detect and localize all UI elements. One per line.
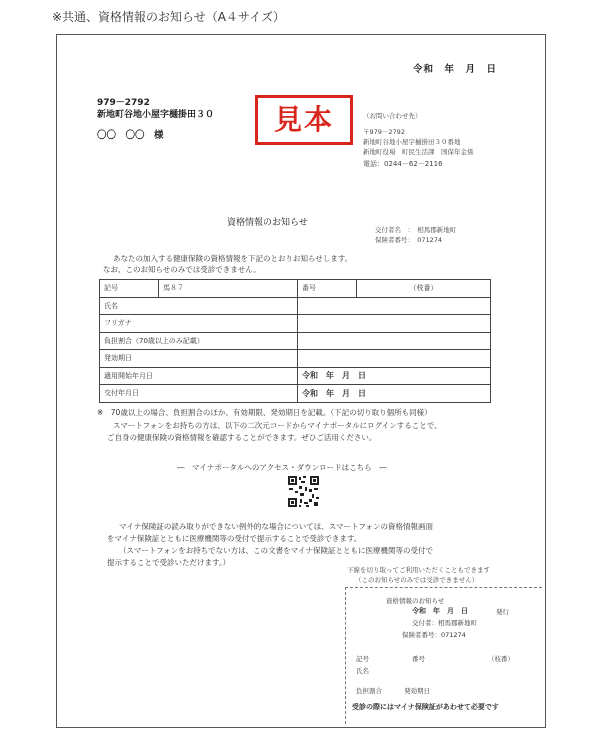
recipient-name: 〇〇 〇〇 様 xyxy=(97,130,164,141)
stub-issued: 発行 xyxy=(496,608,509,616)
cut-note-2: （このお知らせのみでは受診できません） xyxy=(355,576,479,584)
stub-symbol: 記号 xyxy=(356,655,369,663)
issuer-name: 交付者名 ： 相馬郡新地町 xyxy=(375,226,457,234)
row-label-furigana: フリガナ xyxy=(100,315,298,333)
note-line-1: ※ 70歳以上の場合、負担割合のほか、有効期限、発効期日を記載。（下記の切り取り個所も同様） xyxy=(97,408,432,417)
cut-out-stub xyxy=(345,587,542,724)
stub-branch: （枝番） xyxy=(488,655,514,663)
recipient-postal: 979－2792 xyxy=(97,98,150,108)
row-label-effective: 発効期日 xyxy=(100,350,298,368)
symbol-label: 記号 xyxy=(100,280,159,298)
number-label: 番号 xyxy=(298,280,357,298)
stub-warning: 受診の際にはマイナ保険証があわせて必要です xyxy=(352,703,499,711)
row-value-burden xyxy=(298,332,491,350)
row-value-furigana xyxy=(298,315,491,333)
stub-date: 令和 年 月 日 xyxy=(412,607,468,615)
page-caption: ※共通、資格情報のお知らせ（A４サイズ） xyxy=(52,10,285,24)
paragraph-line-2: をマイナ保険証とともに医療機関等の受付で提示することで受診できます。 xyxy=(107,534,362,543)
symbol-value: 馬８７ xyxy=(159,280,298,298)
qr-code-icon[interactable] xyxy=(287,475,320,508)
sample-stamp: 見本 xyxy=(255,95,353,145)
stub-issuer: 交付者：相馬郡新地町 xyxy=(412,619,477,627)
row-label-issued: 交付年月日 xyxy=(100,385,298,403)
sender-phone: 電話：0244－62－2116 xyxy=(363,160,443,168)
row-value-issued: 令和 年 月 日 xyxy=(298,385,491,403)
qualification-table xyxy=(99,279,491,403)
row-value-name xyxy=(298,297,491,315)
paragraph-line-4: 提示することで受診いただけます。） xyxy=(107,558,231,567)
contact-label: （お問い合わせ先） xyxy=(363,112,422,120)
insurer-number: 保険者番号： 071274 xyxy=(375,236,443,244)
paragraph-line-1: マイナ保険証の読み取りができない例外的な場合については、スマートフォンの資格情報画面 xyxy=(119,522,433,531)
document-title: 資格情報のお知らせ xyxy=(227,218,308,228)
notice-sheet xyxy=(56,34,546,728)
stub-title: 資格情報のお知らせ xyxy=(386,597,445,605)
stub-insurer-number: 保険者番号：071274 xyxy=(402,631,466,639)
intro-line-2: なお、このお知らせのみでは受診できません。 xyxy=(103,265,261,274)
stub-burden: 負担割合 xyxy=(356,687,382,695)
intro-line-1: あなたの加入する健康保険の資格情報を下記のとおりお知らせします。 xyxy=(113,254,353,263)
paragraph-line-3: （スマートフォンをお持ちでない方は、この文書をマイナ保険証とともに医療機関等の受付で xyxy=(119,546,434,555)
note-line-2: スマートフォンをお持ちの方は、以下の二次元コードからマイナポータルにログインすることで、 xyxy=(113,421,442,430)
sender-dept: 新地町役場 町民生活課 国保年金係 xyxy=(363,148,474,156)
note-line-3: ご自身の健康保険の資格情報を確認することができます。ぜひご活用ください。 xyxy=(107,433,377,442)
stub-name: 氏名 xyxy=(356,667,369,675)
row-label-name: 氏名 xyxy=(100,297,298,315)
row-label-burden: 負担割合（70歳以上のみ記載） xyxy=(100,332,298,350)
recipient-address: 新地町谷地小屋字樋掛田３０ xyxy=(97,110,215,120)
stub-effective: 発効期日 xyxy=(404,687,430,695)
issue-date: 令和 年 月 日 xyxy=(413,64,498,75)
sender-postal: 〒979－2792 xyxy=(363,128,405,136)
stub-number: 番号 xyxy=(412,655,425,663)
branch-label: （枝番） xyxy=(357,280,491,298)
portal-heading: ― マイナポータルへのアクセス・ダウンロードはこちら ― xyxy=(177,463,387,472)
sender-address: 新地町谷地小屋字樋掛田３０番地 xyxy=(363,138,461,146)
row-label-start: 適用開始年月日 xyxy=(100,367,298,385)
row-value-start: 令和 年 月 日 xyxy=(298,367,491,385)
cut-note-1: 下線を切り取ってご利用いただくこともできます xyxy=(347,566,490,574)
row-value-effective xyxy=(298,350,491,368)
